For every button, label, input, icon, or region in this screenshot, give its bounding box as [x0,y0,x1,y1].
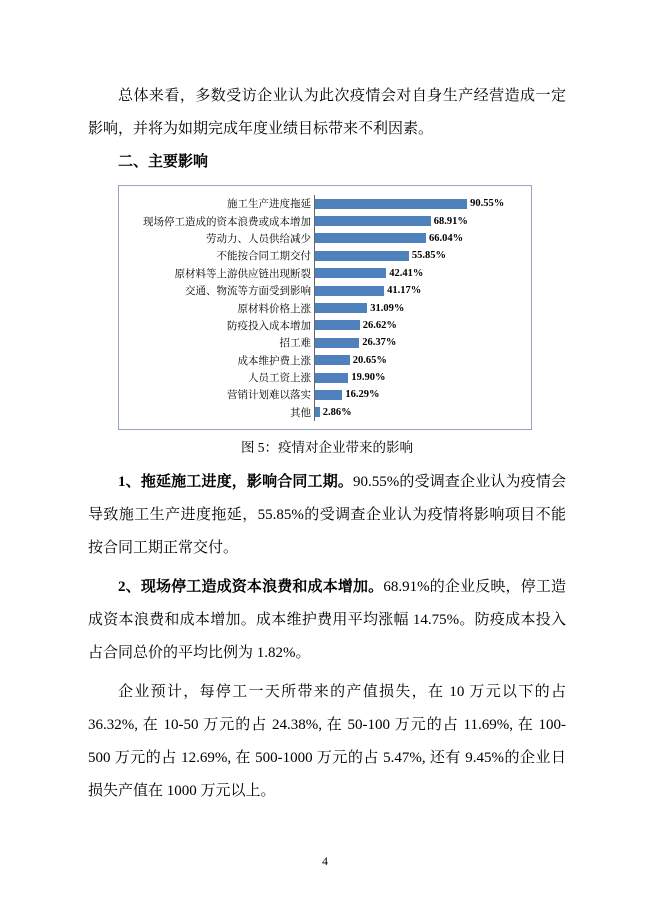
chart-value-label: 20.65% [352,354,387,366]
paragraph-3 [88,676,566,808]
chart-bar-area [314,265,531,282]
paragraph-2-lead: 2、现场停工造成资本浪费和成本增加。 [118,579,384,596]
chart-bar-area [314,404,531,421]
chart-bar [315,268,386,278]
page-content [88,80,566,808]
chart-row [119,386,531,403]
chart-category-label: 原材料等上游供应链出现断裂 [174,268,311,280]
chart-category-label: 招工难 [279,338,311,350]
chart-value-label: 90.55% [470,198,505,210]
chart-row [119,230,531,247]
chart-bar-area [314,369,531,386]
chart-value-label: 16.29% [345,389,380,401]
chart-row [119,404,531,421]
chart-bar [315,320,360,330]
chart-bar [315,199,467,209]
chart-bar [315,407,320,417]
section-heading: 二、主要影响 [118,154,209,170]
figure-caption: 图 5：疫情对企业带来的影响 [240,440,414,456]
paragraph-3-text: 企业预计，每停工一天所带来的产值损失，在 10 万元以下的占 36.32%, 在 10-50 万元的占 24.38%, 在 50-100 万元的占 11.69%, 在 100-500 万元的占 12.69%, 在 500-1000 万元的占 5.47%, 还有 9.45%的企业日损失产值在 1000 万元以上。 [88,684,566,800]
chart-category-label: 人员工资上涨 [248,373,311,385]
intro-paragraph: 总体来看，多数受访企业认为此次疫情会对自身生产经营造成一定影响，并将为如期完成年度业绩目标带来不利因素。 [88,88,566,137]
chart-row [119,212,531,229]
chart-category-label: 其他 [290,407,311,419]
chart-bar-area [314,282,531,299]
chart-row [119,282,531,299]
chart-bar [315,233,426,243]
chart-value-label: 26.37% [362,337,397,349]
chart-row [119,299,531,316]
chart-category-label: 交通、物流等方面受到影响 [185,286,311,298]
chart-bar [315,251,409,261]
chart-value-label: 19.90% [351,372,386,384]
chart-bar-area [314,352,531,369]
chart-value-label: 42.41% [389,267,424,279]
chart-bar-area [314,317,531,334]
chart-value-label: 66.04% [428,232,464,244]
chart-bar [315,286,384,296]
chart-category-label: 施工生产进度拖延 [227,199,311,211]
chart-row [119,265,531,282]
chart-value-label: 41.17% [387,285,422,297]
chart-value-label: 31.09% [370,302,405,314]
chart-value-label: 68.91% [433,215,468,227]
chart-bar [315,373,348,383]
chart-bar-area [314,334,531,351]
paragraph-2 [88,571,566,670]
chart-bar-area [314,230,531,247]
bar-chart [118,185,532,430]
chart-category-label: 劳动力、人员供给减少 [206,233,311,245]
chart-row [119,247,531,264]
chart-bar-area [314,386,531,403]
chart-bar [315,338,359,348]
chart-row [119,334,531,351]
chart-category-label: 营销计划难以落实 [227,390,311,402]
paragraph-2-text: 68.91%的企业反映，停工造成资本浪费和成本增加。成本维护费用平均涨幅 14.75%。防疫成本投入占合同总价的平均比例为 1.82%。 [88,579,566,662]
paragraph-1-lead: 1、拖延施工进度，影响合同工期。 [118,474,354,491]
chart-bar [315,216,431,226]
page-number: 4 [322,854,328,868]
chart-value-label: 26.62% [362,319,397,331]
chart-bar-area [314,195,531,212]
paragraph-1-text: 90.55%的受调查企业认为疫情会导致施工生产进度拖延，55.85%的受调查企业认为疫情将影响项目不能按合同工期正常交付。 [88,474,566,557]
chart-bar [315,355,350,365]
chart-row [119,369,531,386]
chart-category-label: 现场停工造成的资本浪费或成本增加 [143,216,311,228]
chart-row [119,317,531,334]
bar-chart-rows [119,195,531,421]
chart-row [119,195,531,212]
chart-bar-area [314,299,531,316]
chart-bar-area [314,212,531,229]
paragraph-1 [88,466,566,565]
chart-bar [315,390,342,400]
chart-value-label: 2.86% [322,406,352,418]
chart-row [119,352,531,369]
chart-bar [315,303,367,313]
chart-category-label: 不能按合同工期交付 [216,251,311,263]
chart-category-label: 原材料价格上涨 [237,303,311,315]
chart-category-label: 防疫投入成本增加 [227,320,311,332]
chart-bar-area [314,247,531,264]
chart-value-label: 55.85% [411,250,446,262]
chart-category-label: 成本维护费上涨 [237,355,311,367]
